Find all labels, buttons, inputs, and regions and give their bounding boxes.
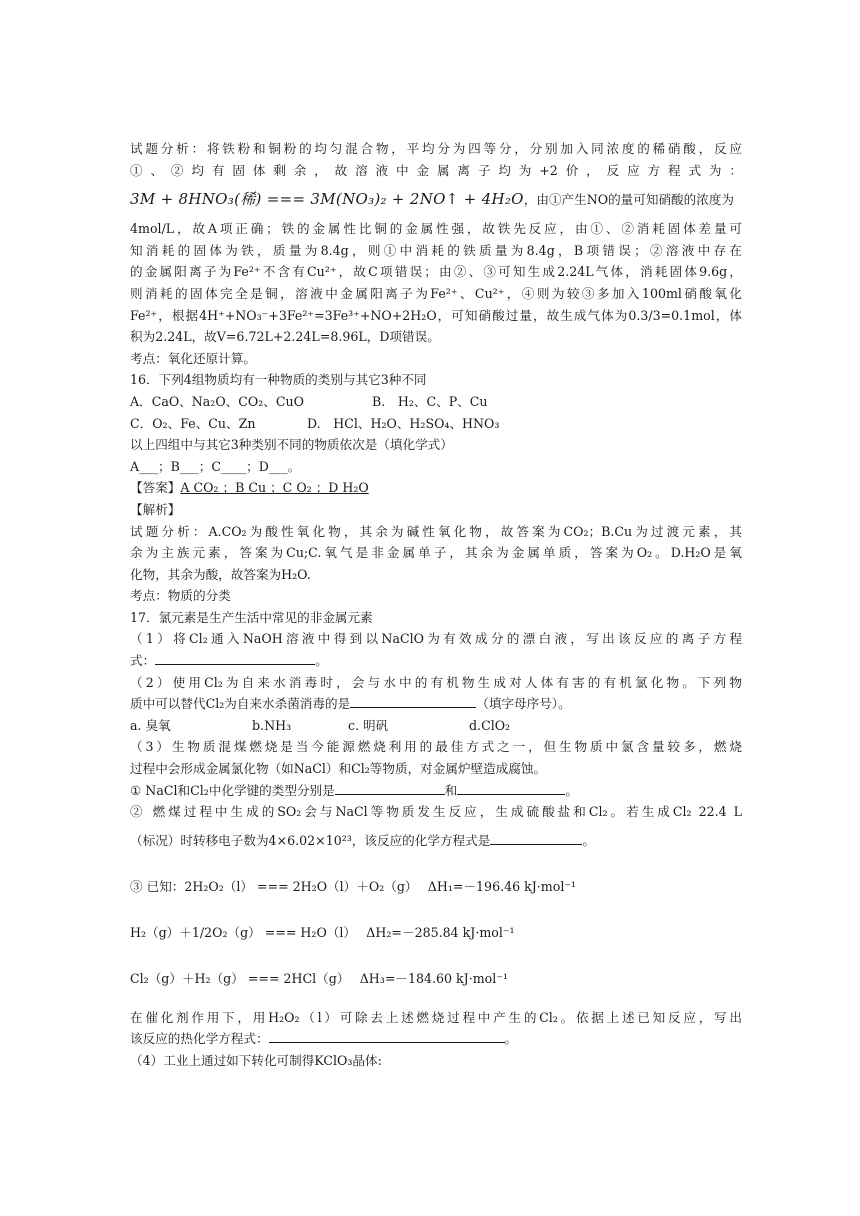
question-17-part1-blank-line [130, 650, 742, 672]
answer-blank[interactable] [457, 780, 565, 795]
question-16-options-row [130, 391, 742, 413]
question-17-catalyst-blank-line [130, 1028, 742, 1050]
reaction-equation: 3M + 8HNO₃(稀) === 3M(NO₃)₂ + 2NO↑ + 4H₂O [130, 190, 524, 209]
answer-blank[interactable] [269, 1028, 505, 1043]
analysis-line: 知消耗的固体为铁，质量为8.4g，则①中消耗的铁质量为8.4g，B项错误；②溶液中存在 [130, 242, 742, 258]
analysis-line: 化物，其余为酸，故答案为H₂O. [130, 566, 311, 582]
analysis-line: 余为主族元素，答案为Cu;C.氧气是非金属单子，其余为金属单质，答案为O₂。D.H₂O是氧 [130, 545, 742, 561]
label-text: 。 [315, 653, 328, 669]
question-17-part3: 过程中会形成金属氯化物（如NaCl）和Cl₂等物质，对金属炉壁造成腐蚀。 [130, 761, 547, 777]
label-text: 该反应的热化学方程式： [130, 1031, 269, 1047]
answer-blank[interactable] [490, 830, 582, 845]
option-b: B. H₂、C、P、Cu [372, 393, 488, 409]
thermo-equation-1: ③ 已知：2H₂O₂（l） === 2H₂O（l）＋O₂（g） ΔH₁=－196.46 kJ·mol⁻¹ [130, 878, 577, 894]
question-17-part2-blank-line [130, 693, 742, 715]
thermo-equation-3: Cl₂（g）＋H₂（g） === 2HCl（g） ΔH₃=－184.60 kJ·mol⁻¹ [130, 970, 508, 986]
label-text: （填字母序号）。 [476, 696, 571, 712]
question-16-blanks: A___；B___；C____；D___。 [130, 458, 301, 474]
kaodian-label: 考点：氧化还原计算。 [130, 350, 256, 366]
analysis-line: Fe²⁺，根据4H⁺+NO₃⁻+3Fe²⁺=3Fe³⁺+NO+2H₂O，可知硝酸过量，故生成气体为0.3/3=0.1mol，体 [130, 307, 742, 323]
answer-text: A CO₂ ；B Cu ；C O₂ ；D H₂O [180, 480, 369, 496]
analysis-line: 则消耗的固体完全是铜，溶液中金属阳离子为Fe²⁺、Cu²⁺，④则为较③多加入100ml硝酸氧化 [130, 285, 742, 301]
question-16-options-row [130, 413, 742, 435]
option-d: D. HCl、H₂O、H₂SO₄、HNO₃ [307, 415, 500, 431]
choice-b: b.NH₃ [252, 717, 292, 733]
thermo-equation-2: H₂（g）＋1/2O₂（g） === H₂O（l） ΔH₂=－285.84 kJ·mol⁻¹ [130, 924, 515, 940]
answer-blank[interactable] [335, 780, 445, 795]
label-text: 。 [582, 832, 595, 848]
label-text: 。 [504, 1031, 518, 1047]
question-17-sub2-blank-line [130, 823, 742, 859]
question-17-part3: （3）生物质混煤燃烧是当今能源燃烧利用的最佳方式之一，但生物质中氯含量较多，燃烧 [130, 739, 742, 755]
question-16-stem: 16．下列4组物质均有一种物质的类别与其它3种不同 [130, 372, 427, 388]
analysis-line: 的金属阳离子为Fe²⁺不含有Cu²⁺，故C项错误；由②、③可知生成2.24L气体，消耗固体9.6g， [130, 264, 742, 280]
answer-blank[interactable] [350, 693, 476, 708]
question-17-part2: （2）使用Cl₂为自来水消毒时，会与水中的有机物生成对人体有害的有机氯化物。下列物 [130, 674, 742, 690]
kaodian-label: 考点：物质的分类 [130, 588, 231, 604]
question-17-sub2: ② 燃煤过程中生成的SO₂会与NaCl等物质发生反应，生成硫酸盐和Cl₂。若生成Cl₂ 22.4 L [130, 804, 742, 820]
analysis-line: 4mol/L，故A项正确；铁的金属性比铜的金属性强，故铁先反应，由①、②消耗固体差量可 [130, 221, 742, 237]
answer-line [130, 477, 742, 499]
analysis-line: 试题分析：将铁粉和铜粉的均匀混合物，平均分为四等分，分别加入同浓度的稀硝酸，反应 [130, 141, 742, 156]
option-a: A．CaO、Na₂O、CO₂、CuO [130, 393, 304, 409]
question-17-part1: （1）将Cl₂通入NaOH溶液中得到以NaClO为有效成分的漂白液，写出该反应的离子方程 [130, 631, 742, 647]
choice-a: a. 臭氧 [130, 717, 171, 733]
answer-blank[interactable] [155, 650, 315, 665]
choice-d: d.ClO₂ [469, 717, 511, 733]
label-text: 质中可以替代Cl₂为自来水杀菌消毒的是 [130, 696, 351, 712]
jiexi-label: 【解析】 [130, 501, 181, 517]
answer-label: 【答案】 [130, 480, 181, 496]
choice-c: c. 明矾 [348, 717, 389, 733]
analysis-line: ，由①产生NO的量可知硝酸的浓度为 [523, 192, 735, 208]
question-16-ask: 以上四组中与其它3种类别不同的物质依次是（填化学式） [130, 437, 453, 453]
label-text: （标况）时转移电子数为4×6.02×10²³，该反应的化学方程式是 [130, 832, 491, 848]
question-17-part-catalyst: 在催化剂作用下，用H₂O₂（l）可除去上述燃烧过程中产生的Cl₂。依据上述已知反应，写出 [130, 1009, 742, 1025]
analysis-line: ①、②均有固体剩余，故溶液中金属离子均为+2价，反应方程式为： [130, 162, 742, 178]
question-17-choices [130, 715, 742, 737]
question-17-sub1 [130, 780, 742, 802]
document-page [130, 138, 742, 1072]
label-text: 。 [565, 782, 578, 798]
analysis-line: 积为2.24L，故V=6.72L+2.24L=8.96L，D项错误。 [130, 329, 440, 345]
label-text: 式： [130, 653, 156, 669]
option-c: C．O₂、Fe、Cu、Zn [130, 415, 256, 431]
question-17-part4: （4）工业上通过如下转化可制得KClO₃晶体: [130, 1053, 382, 1068]
label-text: ① NaCl和Cl₂中化学键的类型分别是 [130, 782, 335, 798]
analysis-line: 试题分析：A.CO₂为酸性氧化物，其余为碱性氧化物，故答案为CO₂；B.Cu为过渡元素，其 [130, 523, 742, 539]
question-17-stem: 17．氯元素是生产生活中常见的非金属元素 [130, 609, 373, 625]
analysis-equation-line [130, 181, 742, 218]
label-text: 和 [444, 782, 458, 798]
